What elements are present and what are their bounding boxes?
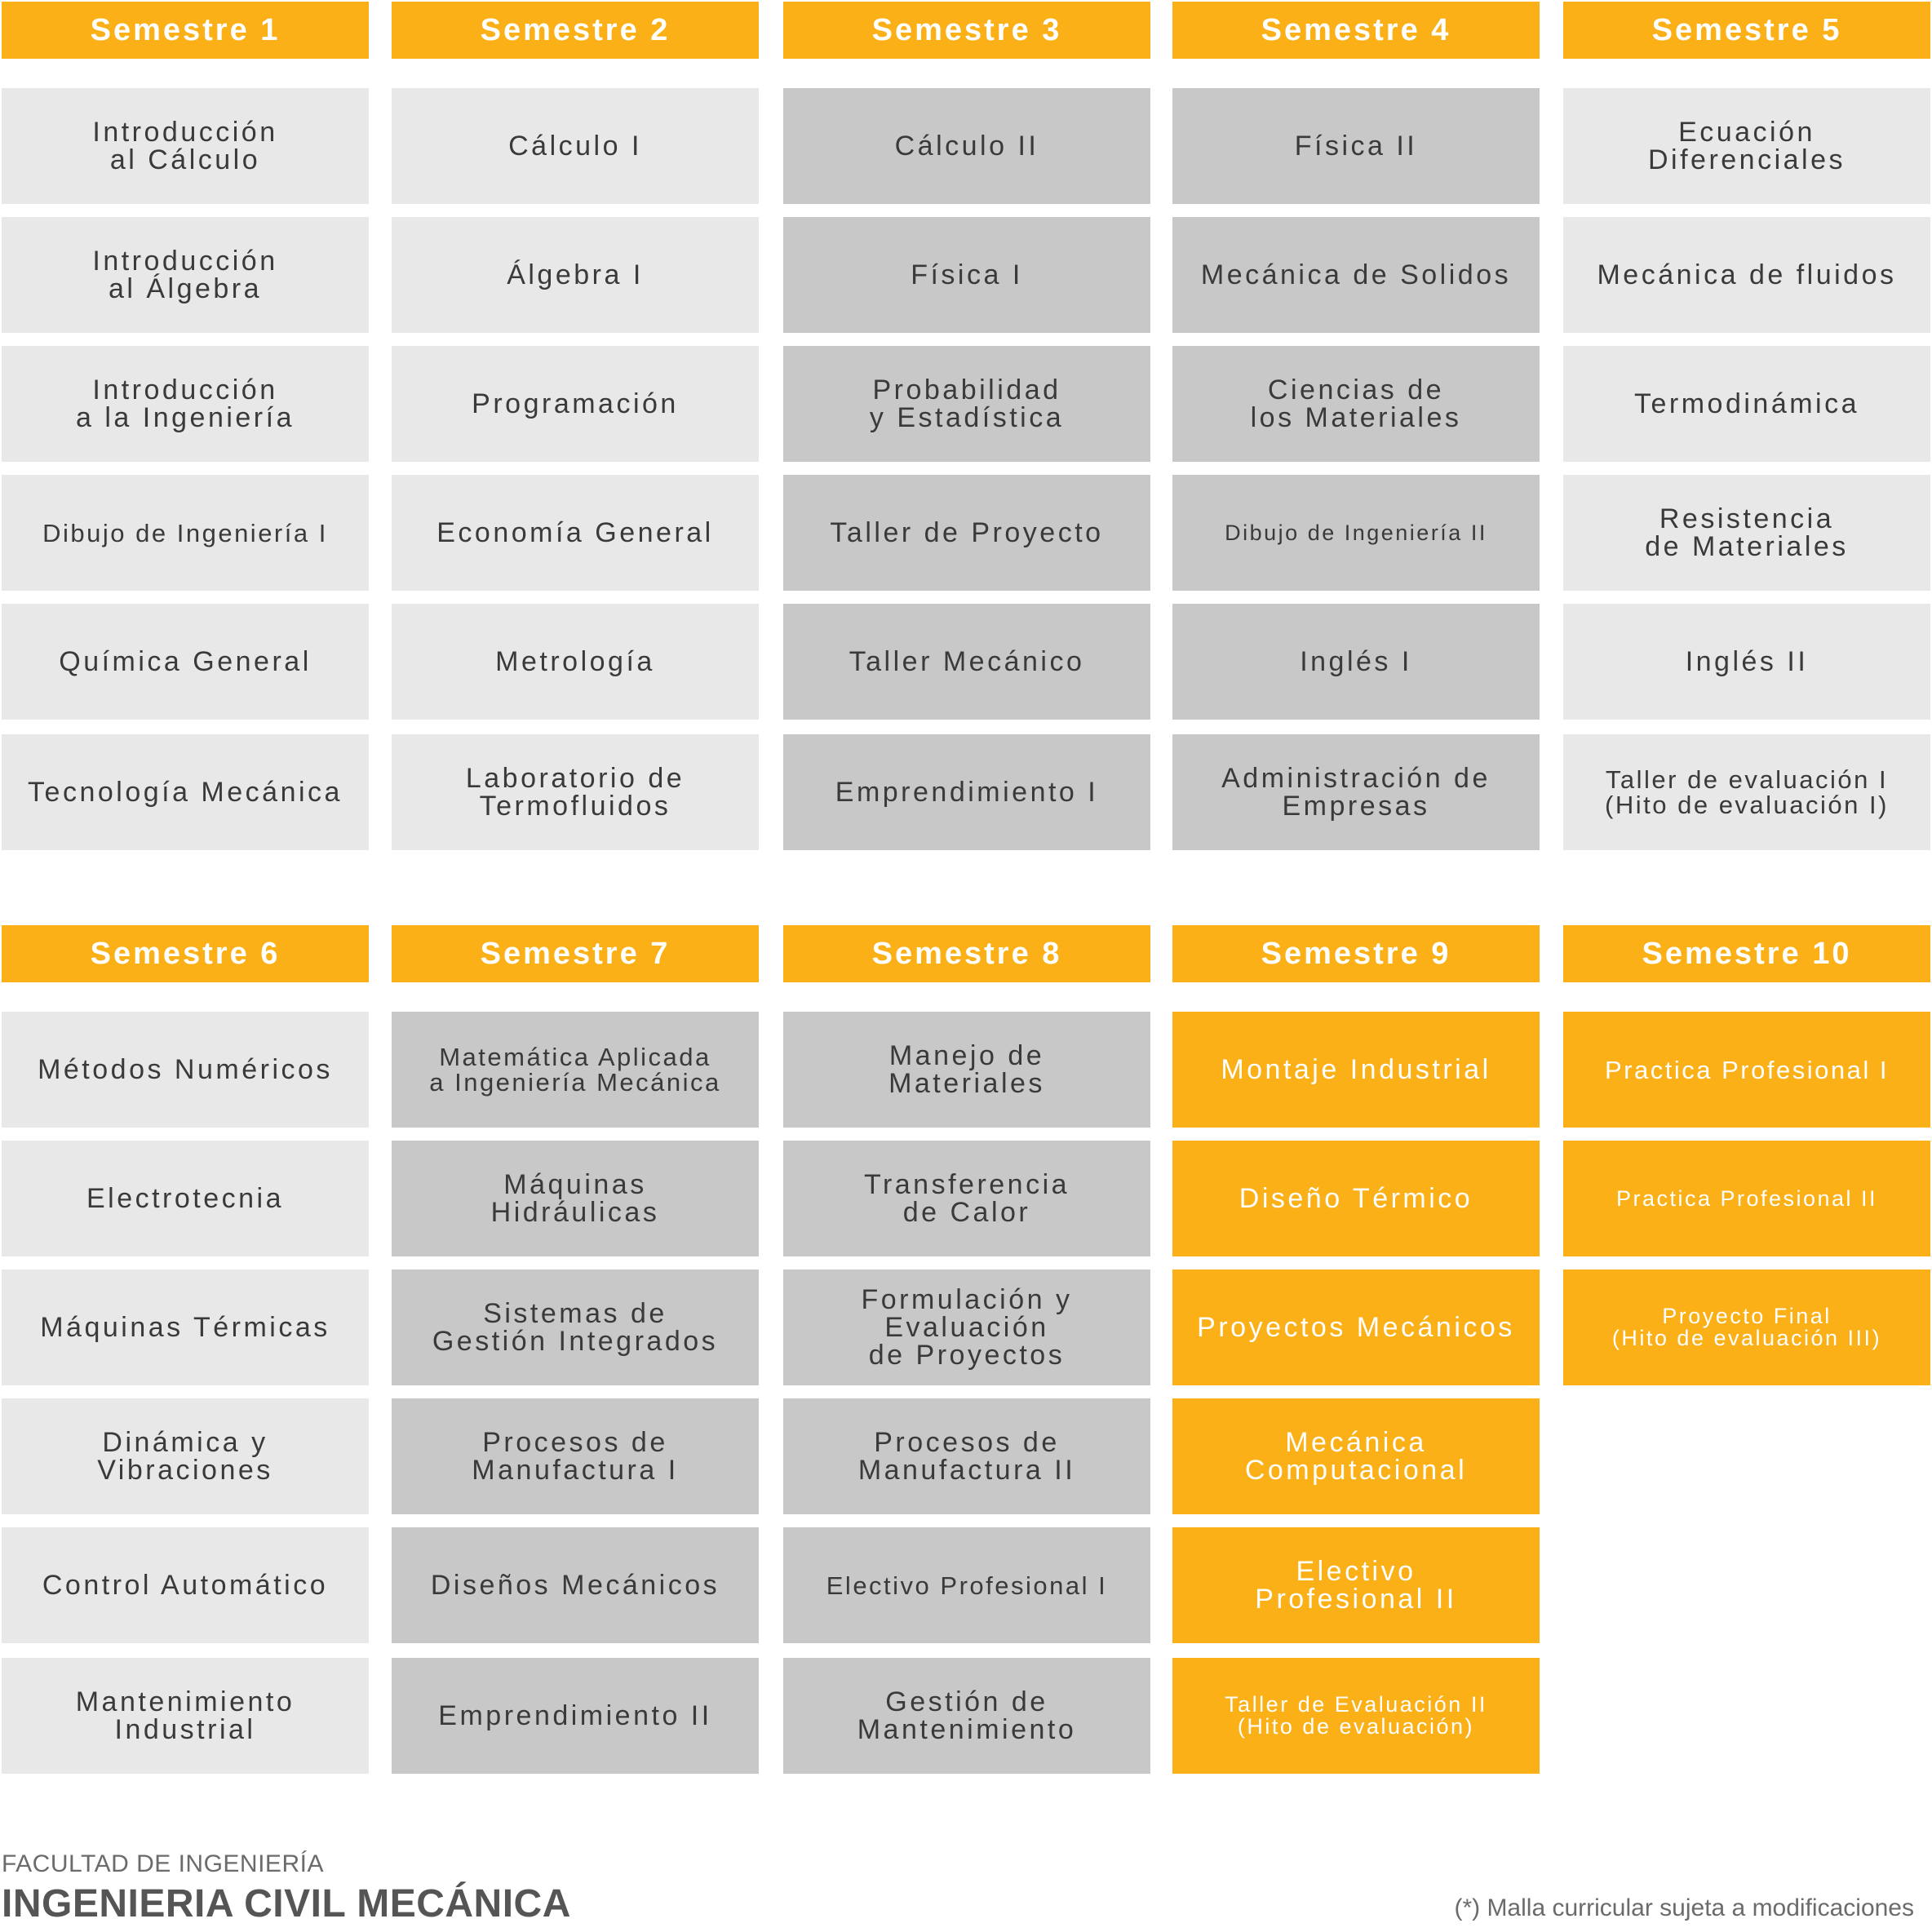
- course-practica-profesional-i: Practica Profesional I: [1563, 1012, 1930, 1128]
- course-practica-profesional-ii: Practica Profesional II: [1563, 1141, 1930, 1256]
- program-title: INGENIERIA CIVIL MECÁNICA: [2, 1882, 571, 1925]
- course-maquinas-termicas: Máquinas Térmicas: [2, 1270, 369, 1385]
- course-calculo-i: Cálculo I: [392, 88, 759, 204]
- semester-header: Semestre 6: [2, 925, 369, 982]
- semester-header: Semestre 8: [783, 925, 1150, 982]
- course-maquinas-hidraulicas: Máquinas Hidráulicas: [392, 1141, 759, 1256]
- course-mecanica-computacional: Mecánica Computacional: [1172, 1398, 1540, 1514]
- course-ciencias-de-los-materiales: Ciencias de los Materiales: [1172, 346, 1540, 462]
- course-ingles-ii: Inglés II: [1563, 604, 1930, 720]
- course-metrologia: Metrología: [392, 604, 759, 720]
- course-gestion-de-mantenimiento: Gestión de Mantenimiento: [783, 1658, 1150, 1774]
- course-montaje-industrial: Montaje Industrial: [1172, 1012, 1540, 1128]
- course-disenos-mecanicos: Diseños Mecánicos: [392, 1527, 759, 1643]
- course-tecnologia-mecanica: Tecnología Mecánica: [2, 734, 369, 850]
- course-procesos-de-manufactura-i: Procesos de Manufactura I: [392, 1398, 759, 1514]
- course-diseno-termico: Diseño Térmico: [1172, 1141, 1540, 1256]
- course-proyectos-mecanicos: Proyectos Mecánicos: [1172, 1270, 1540, 1385]
- course-matematica-aplicada-a-ingenieria-mecanica: Matemática Aplicada a Ingeniería Mecánica: [392, 1012, 759, 1128]
- course-algebra-i: Álgebra I: [392, 217, 759, 333]
- semester-header: Semestre 7: [392, 925, 759, 982]
- course-fisica-i: Física I: [783, 217, 1150, 333]
- course-dinamica-y-vibraciones: Dinámica y Vibraciones: [2, 1398, 369, 1514]
- semester-header: Semestre 1: [2, 2, 369, 59]
- course-termodinamica: Termodinámica: [1563, 346, 1930, 462]
- course-ingles-i: Inglés I: [1172, 604, 1540, 720]
- course-taller-de-evaluacion-ii-hito-de-evaluacion: Taller de Evaluación II (Hito de evaluación): [1172, 1658, 1540, 1774]
- disclaimer-note: (*) Malla curricular sujeta a modificaciones: [1454, 1894, 1914, 1921]
- course-formulacion-y-evaluacion-de-proyectos: Formulación y Evaluación de Proyectos: [783, 1270, 1150, 1385]
- semester-header: Semestre 4: [1172, 2, 1540, 59]
- course-laboratorio-de-termofluidos: Laboratorio de Termofluidos: [392, 734, 759, 850]
- course-dibujo-de-ingenieria-i: Dibujo de Ingeniería I: [2, 475, 369, 591]
- course-electivo-profesional-ii: Electivo Profesional II: [1172, 1527, 1540, 1643]
- course-sistemas-de-gestion-integrados: Sistemas de Gestión Integrados: [392, 1270, 759, 1385]
- course-emprendimiento-i: Emprendimiento I: [783, 734, 1150, 850]
- semester-header: Semestre 5: [1563, 2, 1930, 59]
- course-quimica-general: Química General: [2, 604, 369, 720]
- course-mantenimiento-industrial: Mantenimiento Industrial: [2, 1658, 369, 1774]
- course-economia-general: Economía General: [392, 475, 759, 591]
- course-mecanica-de-fluidos: Mecánica de fluidos: [1563, 217, 1930, 333]
- course-procesos-de-manufactura-ii: Procesos de Manufactura II: [783, 1398, 1150, 1514]
- course-programacion: Programación: [392, 346, 759, 462]
- semester-header: Semestre 9: [1172, 925, 1540, 982]
- course-administracion-de-empresas: Administración de Empresas: [1172, 734, 1540, 850]
- course-taller-mecanico: Taller Mecánico: [783, 604, 1150, 720]
- course-manejo-de-materiales: Manejo de Materiales: [783, 1012, 1150, 1128]
- semester-header: Semestre 2: [392, 2, 759, 59]
- course-calculo-ii: Cálculo II: [783, 88, 1150, 204]
- course-transferencia-de-calor: Transferencia de Calor: [783, 1141, 1150, 1256]
- course-fisica-ii: Física II: [1172, 88, 1540, 204]
- course-introduccion-al-calculo: Introducción al Cálculo: [2, 88, 369, 204]
- faculty-name: FACULTAD DE INGENIERÍA: [2, 1850, 324, 1877]
- course-electrotecnia: Electrotecnia: [2, 1141, 369, 1256]
- course-metodos-numericos: Métodos Numéricos: [2, 1012, 369, 1128]
- course-mecanica-de-solidos: Mecánica de Solidos: [1172, 217, 1540, 333]
- course-ecuacion-diferenciales: Ecuación Diferenciales: [1563, 88, 1930, 204]
- course-control-automatico: Control Automático: [2, 1527, 369, 1643]
- course-probabilidad-y-estadistica: Probabilidad y Estadística: [783, 346, 1150, 462]
- semester-header: Semestre 10: [1563, 925, 1930, 982]
- course-emprendimiento-ii: Emprendimiento II: [392, 1658, 759, 1774]
- course-taller-de-proyecto: Taller de Proyecto: [783, 475, 1150, 591]
- course-introduccion-a-la-ingenieria: Introducción a la Ingeniería: [2, 346, 369, 462]
- course-proyecto-final-hito-de-evaluacion-iii: Proyecto Final (Hito de evaluación III): [1563, 1270, 1930, 1385]
- course-electivo-profesional-i: Electivo Profesional I: [783, 1527, 1150, 1643]
- semester-header: Semestre 3: [783, 2, 1150, 59]
- course-resistencia-de-materiales: Resistencia de Materiales: [1563, 475, 1930, 591]
- course-dibujo-de-ingenieria-ii: Dibujo de Ingeniería II: [1172, 475, 1540, 591]
- course-introduccion-al-algebra: Introducción al Álgebra: [2, 217, 369, 333]
- course-taller-de-evaluacion-i-hito-de-evaluacion-i: Taller de evaluación I (Hito de evaluación I): [1563, 734, 1930, 850]
